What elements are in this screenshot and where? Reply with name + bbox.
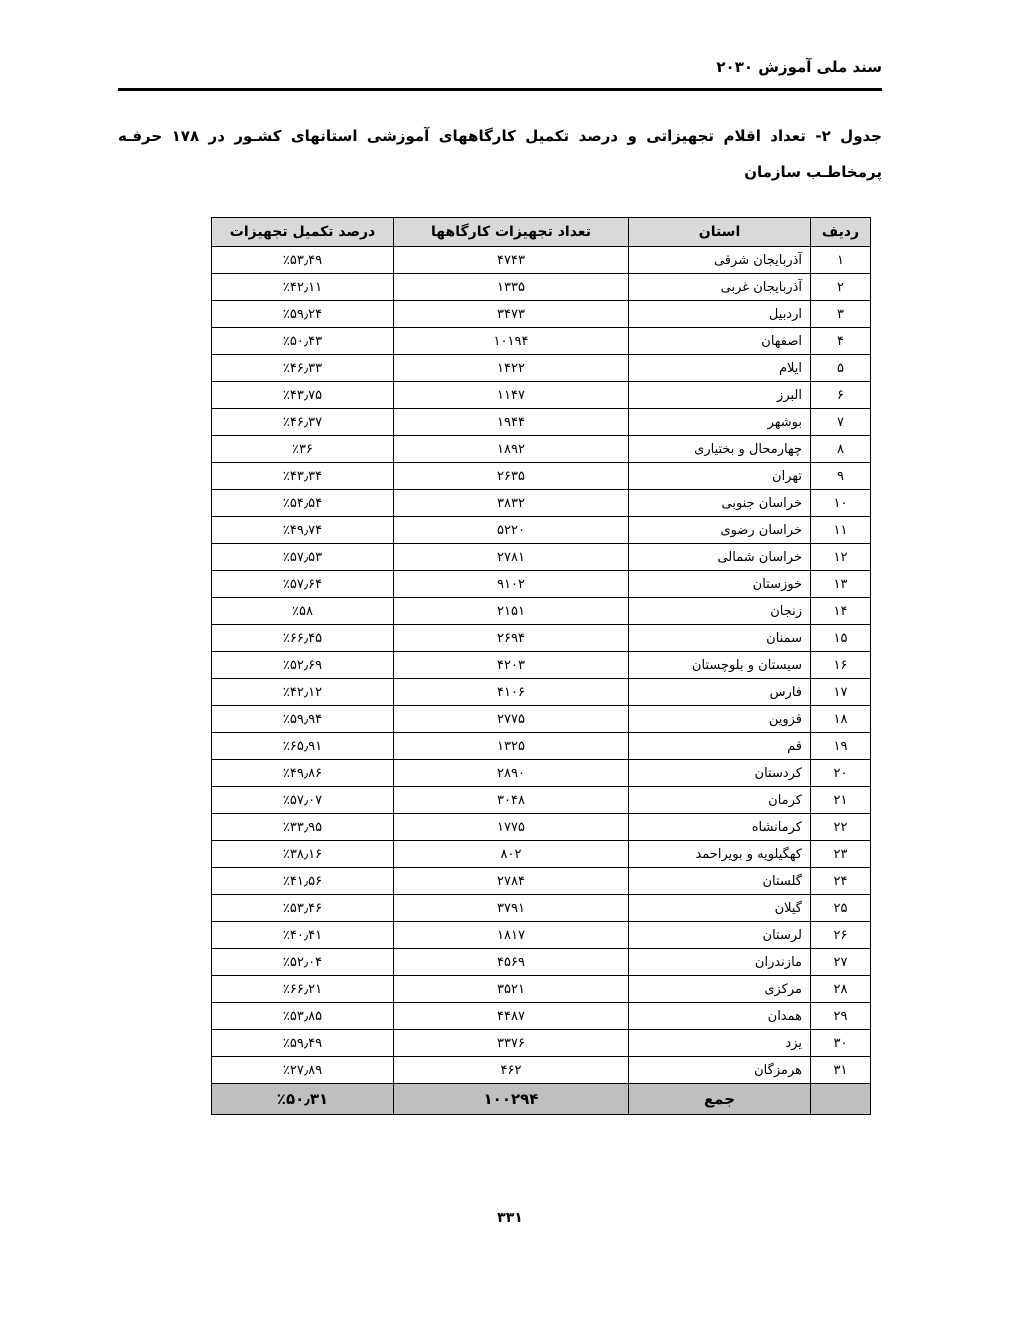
province-name: خراسان شمالی <box>629 544 811 571</box>
equipment-count: ۲۷۷۵ <box>394 706 629 733</box>
province-name: کرمان <box>629 787 811 814</box>
row-number: ۲۵ <box>811 895 871 922</box>
table-row <box>212 274 871 301</box>
table-row <box>212 679 871 706</box>
row-number: ۱۱ <box>811 517 871 544</box>
table-row <box>212 544 871 571</box>
province-name: قزوین <box>629 706 811 733</box>
province-name: مرکزی <box>629 976 811 1003</box>
equipment-count: ۲۶۹۴ <box>394 625 629 652</box>
table-row <box>212 895 871 922</box>
completion-percent: ٪۵۲٫۰۴ <box>212 949 394 976</box>
completion-percent: ٪۶۶٫۴۵ <box>212 625 394 652</box>
province-name: هرمزگان <box>629 1057 811 1084</box>
row-number: ۹ <box>811 463 871 490</box>
equipment-count: ۱۱۴۷ <box>394 382 629 409</box>
total-label: جمع <box>629 1084 811 1115</box>
row-number: ۶ <box>811 382 871 409</box>
province-name: آذربایجان شرقی <box>629 247 811 274</box>
equipment-count: ۳۰۴۸ <box>394 787 629 814</box>
row-number: ۱۹ <box>811 733 871 760</box>
completion-percent: ٪۵۹٫۴۹ <box>212 1030 394 1057</box>
row-number: ۲۷ <box>811 949 871 976</box>
province-name: اردبیل <box>629 301 811 328</box>
row-number: ۱۵ <box>811 625 871 652</box>
equipment-count: ۲۱۵۱ <box>394 598 629 625</box>
equipment-count: ۳۳۷۶ <box>394 1030 629 1057</box>
equipment-count: ۳۵۲۱ <box>394 976 629 1003</box>
row-number: ۱۴ <box>811 598 871 625</box>
equipment-count: ۴۴۸۷ <box>394 1003 629 1030</box>
province-name: اصفهان <box>629 328 811 355</box>
province-name: کرمانشاه <box>629 814 811 841</box>
table-row <box>212 1003 871 1030</box>
row-number: ۱ <box>811 247 871 274</box>
completion-percent: ٪۵۲٫۶۹ <box>212 652 394 679</box>
completion-percent: ٪۴۳٫۷۵ <box>212 382 394 409</box>
row-number: ۱۶ <box>811 652 871 679</box>
table-row <box>212 517 871 544</box>
row-number: ۵ <box>811 355 871 382</box>
row-number: ۲۲ <box>811 814 871 841</box>
province-name: کردستان <box>629 760 811 787</box>
completion-percent: ٪۴۲٫۱۱ <box>212 274 394 301</box>
completion-percent: ٪۵۴٫۵۴ <box>212 490 394 517</box>
province-name: بوشهر <box>629 409 811 436</box>
equipment-count: ۹۱۰۲ <box>394 571 629 598</box>
province-name: گیلان <box>629 895 811 922</box>
page-number: ۳۳۱ <box>497 1210 523 1226</box>
equipment-count: ۳۷۹۱ <box>394 895 629 922</box>
equipment-count: ۱۸۹۲ <box>394 436 629 463</box>
table-row <box>212 328 871 355</box>
header-row-number: ردیف <box>811 218 871 247</box>
province-name: مازندران <box>629 949 811 976</box>
equipment-count: ۱۷۷۵ <box>394 814 629 841</box>
completion-percent: ٪۵۰٫۴۳ <box>212 328 394 355</box>
table-row <box>212 1057 871 1084</box>
row-number: ۲۱ <box>811 787 871 814</box>
completion-percent: ٪۳۶ <box>212 436 394 463</box>
completion-percent: ٪۶۵٫۹۱ <box>212 733 394 760</box>
table-row <box>212 706 871 733</box>
province-name: البرز <box>629 382 811 409</box>
row-number: ۱۲ <box>811 544 871 571</box>
completion-percent: ٪۵۳٫۴۹ <box>212 247 394 274</box>
table-row <box>212 301 871 328</box>
completion-percent: ٪۵۸ <box>212 598 394 625</box>
province-name: زنجان <box>629 598 811 625</box>
table-row <box>212 571 871 598</box>
equipment-count: ۱۹۴۴ <box>394 409 629 436</box>
province-name: همدان <box>629 1003 811 1030</box>
equipment-count: ۵۲۲۰ <box>394 517 629 544</box>
table-row <box>212 949 871 976</box>
province-name: خوزستان <box>629 571 811 598</box>
table-row <box>212 409 871 436</box>
table-row <box>212 733 871 760</box>
row-number: ۴ <box>811 328 871 355</box>
completion-percent: ٪۴۶٫۳۳ <box>212 355 394 382</box>
province-name: سمنان <box>629 625 811 652</box>
province-name: گلستان <box>629 868 811 895</box>
row-number: ۲۶ <box>811 922 871 949</box>
row-number: ۱۳ <box>811 571 871 598</box>
completion-percent: ٪۴۱٫۵۶ <box>212 868 394 895</box>
table-row <box>212 247 871 274</box>
province-name: تهران <box>629 463 811 490</box>
header-equipment-count: تعداد تجهیزات کارگاهها <box>394 218 629 247</box>
province-name: یزد <box>629 1030 811 1057</box>
equipment-count: ۴۱۰۶ <box>394 679 629 706</box>
equipment-count: ۴۶۲ <box>394 1057 629 1084</box>
row-number: ۳۰ <box>811 1030 871 1057</box>
province-name: آذربایجان غربی <box>629 274 811 301</box>
completion-percent: ٪۵۳٫۴۶ <box>212 895 394 922</box>
province-name: چهارمحال و بختیاری <box>629 436 811 463</box>
province-name: سیستان و بلوچستان <box>629 652 811 679</box>
table-header-row <box>212 218 871 247</box>
equipment-count: ۳۴۷۳ <box>394 301 629 328</box>
row-number: ۲۳ <box>811 841 871 868</box>
total-row <box>212 1084 871 1115</box>
completion-percent: ٪۵۷٫۰۷ <box>212 787 394 814</box>
table-row <box>212 598 871 625</box>
equipment-count: ۳۸۳۲ <box>394 490 629 517</box>
table-row <box>212 976 871 1003</box>
province-name: خراسان جنوبی <box>629 490 811 517</box>
equipment-count: ۸۰۲ <box>394 841 629 868</box>
province-name: کهگیلویه و بویراحمد <box>629 841 811 868</box>
equipment-count: ۱۳۳۵ <box>394 274 629 301</box>
equipment-count: ۴۲۰۳ <box>394 652 629 679</box>
header-rule <box>118 88 882 91</box>
header-completion-percent: درصد تکمیل تجهیزات <box>212 218 394 247</box>
completion-percent: ٪۵۷٫۵۳ <box>212 544 394 571</box>
completion-percent: ٪۴۶٫۳۷ <box>212 409 394 436</box>
equipment-count: ۱۳۲۵ <box>394 733 629 760</box>
completion-percent: ٪۲۷٫۸۹ <box>212 1057 394 1084</box>
row-number: ۲۰ <box>811 760 871 787</box>
table-row <box>212 436 871 463</box>
equipment-count: ۴۷۴۳ <box>394 247 629 274</box>
provinces-equipment-table <box>211 217 871 1115</box>
table-row <box>212 652 871 679</box>
table-row <box>212 382 871 409</box>
row-number: ۱۷ <box>811 679 871 706</box>
header-province: استان <box>629 218 811 247</box>
row-number: ۸ <box>811 436 871 463</box>
row-number: ۳۱ <box>811 1057 871 1084</box>
total-row-number <box>811 1084 871 1115</box>
province-name: ایلام <box>629 355 811 382</box>
row-number: ۲۴ <box>811 868 871 895</box>
completion-percent: ٪۵۳٫۸۵ <box>212 1003 394 1030</box>
row-number: ۷ <box>811 409 871 436</box>
table-row <box>212 1030 871 1057</box>
row-number: ۳ <box>811 301 871 328</box>
completion-percent: ٪۴۰٫۴۱ <box>212 922 394 949</box>
row-number: ۲۹ <box>811 1003 871 1030</box>
table-row <box>212 760 871 787</box>
table-row <box>212 490 871 517</box>
table-row <box>212 841 871 868</box>
running-header: سند ملی آموزش ۲۰۳۰ <box>716 58 882 76</box>
completion-percent: ٪۵۹٫۹۴ <box>212 706 394 733</box>
completion-percent: ٪۴۹٫۷۴ <box>212 517 394 544</box>
completion-percent: ٪۴۲٫۱۲ <box>212 679 394 706</box>
table-row <box>212 868 871 895</box>
table-caption: جدول ۲- تعداد اقلام تجهیزاتی و درصد تکمیل کارگاههای آموزشی استانهای کشـور در ۱۷۸ حرفـه پرمخاطـب سازمان <box>118 127 882 181</box>
equipment-count: ۲۷۸۱ <box>394 544 629 571</box>
completion-percent: ٪۳۸٫۱۶ <box>212 841 394 868</box>
equipment-count: ۱۸۱۷ <box>394 922 629 949</box>
equipment-count: ۲۸۹۰ <box>394 760 629 787</box>
table-row <box>212 922 871 949</box>
completion-percent: ٪۶۶٫۲۱ <box>212 976 394 1003</box>
completion-percent: ٪۴۳٫۳۴ <box>212 463 394 490</box>
table-row <box>212 787 871 814</box>
province-name: فارس <box>629 679 811 706</box>
total-count: ۱۰۰۲۹۴ <box>394 1084 629 1115</box>
completion-percent: ٪۵۹٫۲۴ <box>212 301 394 328</box>
completion-percent: ٪۵۷٫۶۴ <box>212 571 394 598</box>
table-row <box>212 814 871 841</box>
table-row <box>212 463 871 490</box>
province-name: لرستان <box>629 922 811 949</box>
equipment-count: ۱۴۲۲ <box>394 355 629 382</box>
completion-percent: ٪۳۳٫۹۵ <box>212 814 394 841</box>
row-number: ۲۸ <box>811 976 871 1003</box>
total-percent: ٪۵۰٫۳۱ <box>212 1084 394 1115</box>
table-row <box>212 355 871 382</box>
equipment-count: ۱۰۱۹۴ <box>394 328 629 355</box>
table-row <box>212 625 871 652</box>
province-name: خراسان رضوی <box>629 517 811 544</box>
equipment-count: ۴۵۶۹ <box>394 949 629 976</box>
row-number: ۲ <box>811 274 871 301</box>
equipment-count: ۲۶۳۵ <box>394 463 629 490</box>
completion-percent: ٪۴۹٫۸۶ <box>212 760 394 787</box>
row-number: ۱۰ <box>811 490 871 517</box>
province-name: قم <box>629 733 811 760</box>
row-number: ۱۸ <box>811 706 871 733</box>
table-body <box>212 247 871 1084</box>
equipment-count: ۲۷۸۴ <box>394 868 629 895</box>
